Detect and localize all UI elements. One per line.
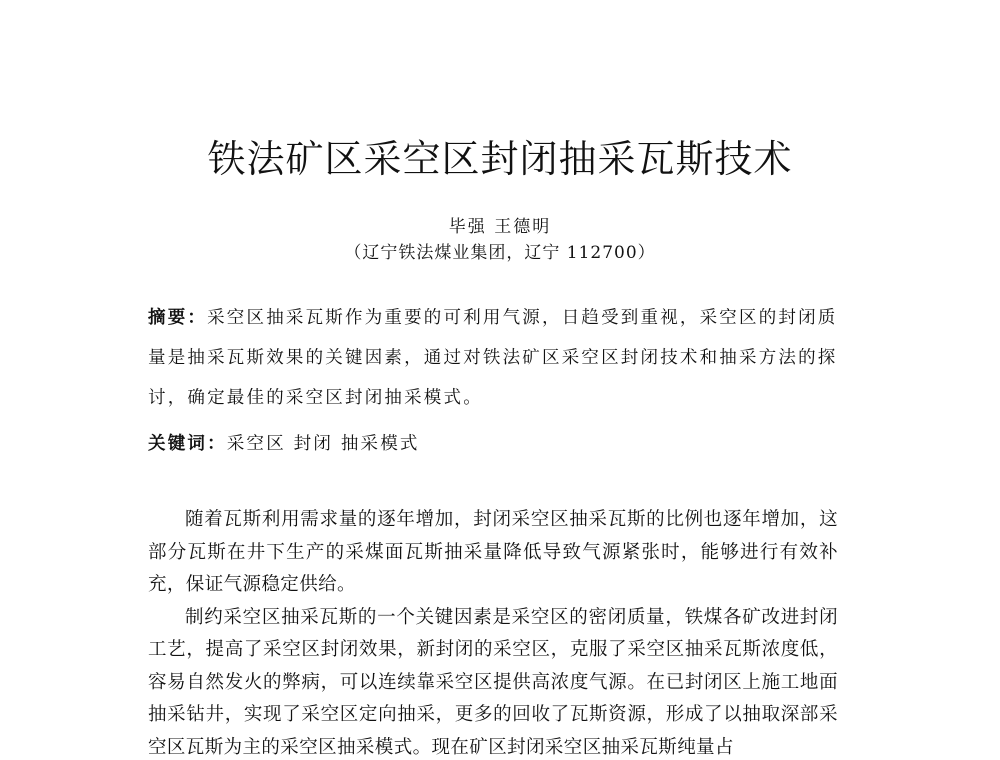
abstract-label: 摘要： xyxy=(148,308,208,328)
paper-affiliation: （辽宁铁法煤业集团，辽宁 112700） xyxy=(344,243,656,263)
paper-title: 铁法矿区采空区封闭抽采瓦斯技术 xyxy=(207,137,793,181)
body-paragraph-1: 随着瓦斯利用需求量的逐年增加，封闭采空区抽采瓦斯的比例也逐年增加，这部分瓦斯在井下生产的采煤面瓦斯抽采量降低导致气源紧张时，能够进行有效补充，保证气源稳定供给。 xyxy=(148,509,838,595)
keywords xyxy=(148,424,848,464)
abstract-text: 采空区抽采瓦斯作为重要的可利用气源，日趋受到重视，采空区的封闭质量是抽采瓦斯效果的关键因素，通过对铁法矿区采空区封闭技术和抽采方法的探讨，确定最佳的采空区封闭抽采模式。 xyxy=(148,308,838,408)
abstract xyxy=(148,298,848,418)
keywords-label: 关键词： xyxy=(148,434,227,454)
body-text xyxy=(148,504,838,760)
paper-authors: 毕强 王德明 xyxy=(448,217,552,237)
body-paragraph-2: 制约采空区抽采瓦斯的一个关键因素是采空区的密闭质量，铁煤各矿改进封闭工艺，提高了采空区封闭效果，新封闭的采空区，克服了采空区抽采瓦斯浓度低，容易自然发火的弊病，可以连续靠采空区提供高浓度气源。在已封闭区上施工地面抽采钻井，实现了采空区定向抽采，更多的回收了瓦斯资源，形成了以抽取深部采空区瓦斯为主的采空区抽采模式。现在矿区封闭采空区抽采瓦斯纯量占 xyxy=(148,606,838,758)
keywords-text: 采空区 封闭 抽采模式 xyxy=(226,434,420,454)
